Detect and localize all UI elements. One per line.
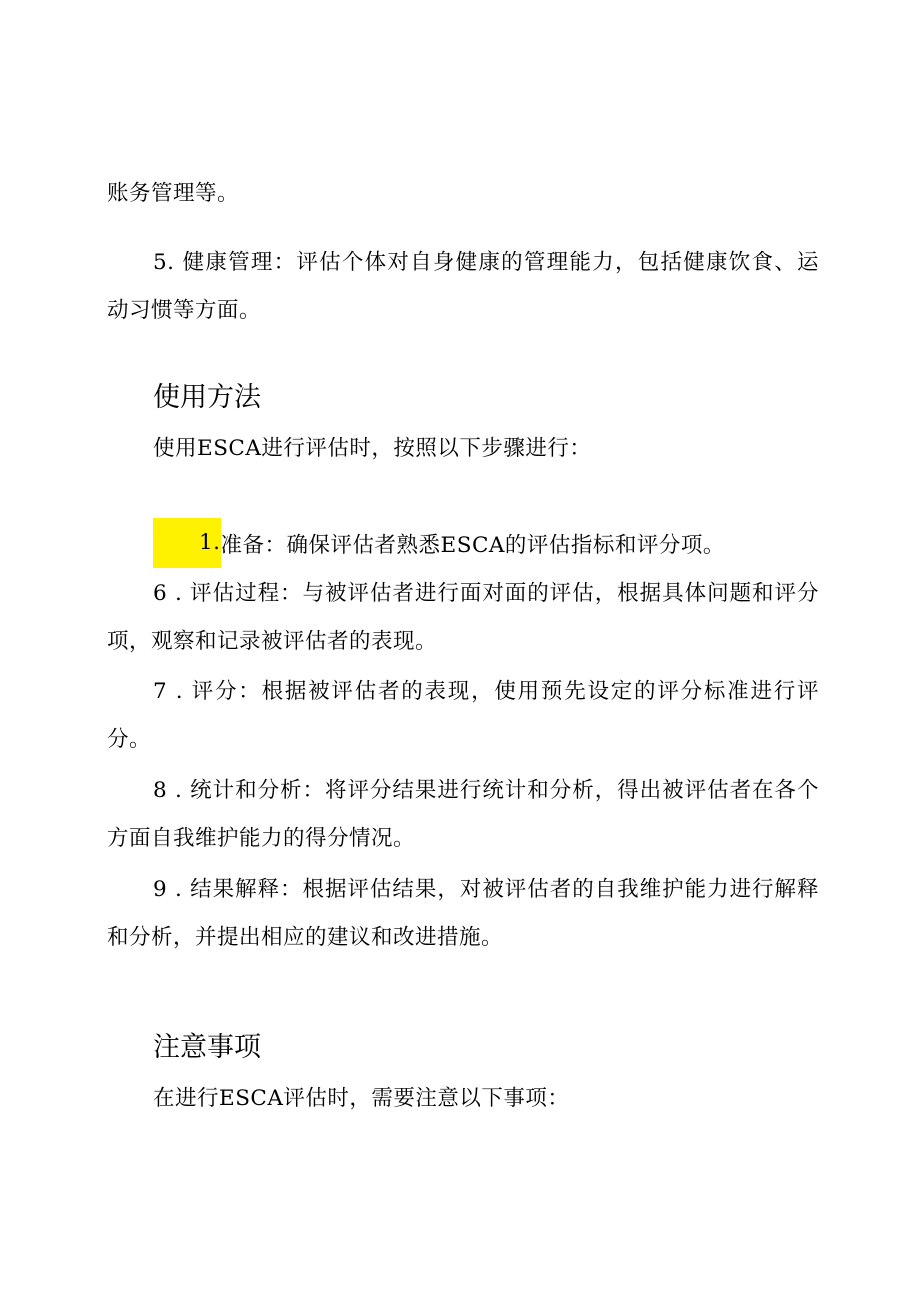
step-1-paragraph [107,521,819,571]
step-6-paragraph: 6 . 评估过程：与被评估者进行面对面的评估，根据具体问题和评分项，观察和记录被评估者的表现。 [107,581,819,654]
item-health-management: 5. 健康管理：评估个体对自身健康的管理能力，包括健康饮食、运动习惯等方面。 [107,250,819,323]
section-heading-notes: 注意事项 [153,1032,261,1063]
section-heading-usage: 使用方法 [153,382,261,413]
step-1-text: 准备：确保评估者熟悉ESCA的评估指标和评分项。 [220,533,725,558]
step-1-number-highlight: 1. [153,518,221,568]
usage-intro-text: 使用ESCA进行评估时，按照以下步骤进行： [153,436,592,461]
step-7-paragraph: 7 . 评分：根据被评估者的表现，使用预先设定的评分标准进行评分。 [107,679,819,752]
step-8-paragraph: 8 . 统计和分析：将评分结果进行统计和分析，得出被评估者在各个方面自我维护能力的得分情况。 [107,778,819,851]
notes-intro-text: 在进行ESCA评估时，需要注意以下事项： [153,1086,570,1111]
continuation-text: 账务管理等。 [107,181,240,206]
step-9-paragraph: 9 . 结果解释：根据评估结果，对被评估者的自我维护能力进行解释和分析，并提出相应的建议和改进措施。 [107,877,819,950]
